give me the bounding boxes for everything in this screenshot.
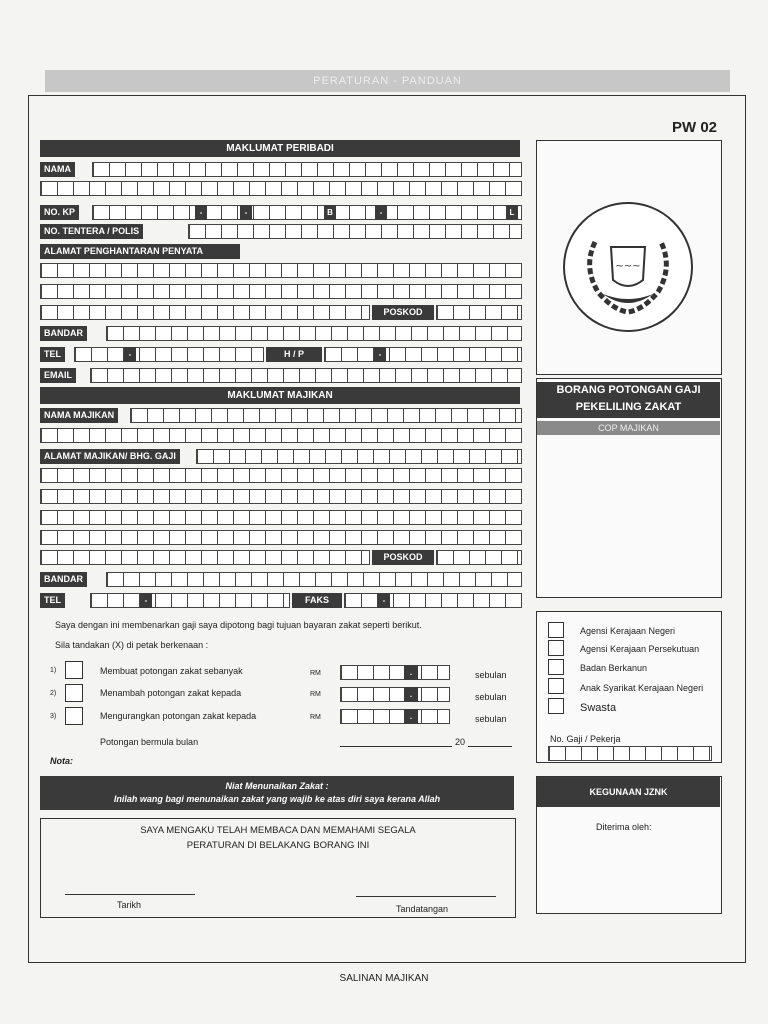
- input-alamat-majikan-5[interactable]: [40, 530, 522, 545]
- niat-text: Inilah wang bagi menunaikan zakat yang wajib ke atas diri saya kerana Allah: [113, 794, 441, 804]
- checkbox-agency-1[interactable]: [548, 622, 564, 638]
- input-hp[interactable]: [324, 347, 522, 362]
- checkbox-agency-5[interactable]: [548, 698, 564, 714]
- label-poskod: POSKOD: [372, 305, 434, 320]
- checkbox-item-1[interactable]: [65, 661, 83, 679]
- tel-majikan-separator: -: [140, 593, 152, 608]
- input-tentera[interactable]: [188, 224, 522, 239]
- checkbox-agency-3[interactable]: [548, 659, 564, 675]
- input-bandar[interactable]: [106, 326, 522, 341]
- tel-separator: -: [124, 347, 136, 362]
- decimal-point: .: [404, 687, 418, 702]
- item-1-unit: sebulan: [475, 670, 507, 680]
- tandatangan-label: Tandatangan: [396, 904, 449, 914]
- item-2-text: Menambah potongan zakat kepada: [100, 688, 242, 698]
- kp-separator: -: [375, 205, 387, 220]
- label-tel: TEL: [40, 347, 65, 362]
- declaration-line2: PERATURAN DI BELAKANG BORANG INI: [186, 840, 370, 851]
- tandatangan-field[interactable]: [356, 896, 496, 897]
- label-bandar-majikan: BANDAR: [40, 572, 87, 587]
- label-bandar: BANDAR: [40, 326, 87, 341]
- item-1-num: 1): [50, 667, 57, 674]
- input-faks[interactable]: [344, 593, 522, 608]
- label-nama: NAMA: [40, 162, 75, 177]
- label-tel-majikan: TEL: [40, 593, 65, 608]
- kp-b-marker: B: [324, 205, 336, 220]
- input-tel[interactable]: [74, 347, 264, 362]
- crest-icon: [573, 212, 683, 322]
- start-year-prefix: 20: [455, 737, 466, 747]
- agency-option-4: Anak Syarikat Kerajaan Negeri: [580, 683, 704, 693]
- borang-title-line1: BORANG POTONGAN GAJI: [556, 384, 701, 396]
- item-3-unit: sebulan: [475, 714, 507, 724]
- diterima-label: Diterima oleh:: [596, 822, 652, 832]
- section-majikan-title: MAKLUMAT MAJIKAN: [40, 387, 520, 404]
- start-month-field[interactable]: [340, 746, 452, 747]
- agency-option-1: Agensi Kerajaan Negeri: [580, 626, 676, 636]
- input-poskod-majikan[interactable]: [436, 550, 522, 565]
- no-gaji-label: No. Gaji / Pekerja: [550, 734, 621, 744]
- input-alamat-majikan-3[interactable]: [40, 489, 522, 504]
- label-nama-majikan: NAMA MAJIKAN: [40, 408, 118, 423]
- input-nama-majikan-2[interactable]: [40, 428, 522, 443]
- top-banner: PERATURAN - PANDUAN: [45, 70, 730, 92]
- kp-separator: -: [195, 205, 207, 220]
- input-alamat-majikan-2[interactable]: [40, 468, 522, 483]
- input-alamat-majikan-6[interactable]: [40, 550, 370, 565]
- label-alamat-majikan: ALAMAT MAJIKAN/ BHG. GAJI: [40, 449, 180, 464]
- item-1-text: Membuat potongan zakat sebanyak: [100, 666, 243, 676]
- input-no-gaji[interactable]: [548, 746, 712, 761]
- item-3-rm: RM: [310, 714, 321, 721]
- borang-title-line2: PEKELILING ZAKAT: [575, 401, 682, 413]
- item-2-rm: RM: [310, 691, 321, 698]
- input-alamat-2[interactable]: [40, 284, 522, 299]
- label-hp: H / P: [266, 347, 322, 362]
- input-nama-row2[interactable]: [40, 181, 522, 196]
- hp-separator: -: [374, 347, 386, 362]
- agency-option-5: Swasta: [580, 702, 617, 714]
- checkbox-item-3[interactable]: [65, 707, 83, 725]
- label-email: EMAIL: [40, 368, 76, 383]
- item-3-text: Mengurangkan potongan zakat kepada: [100, 711, 257, 721]
- input-alamat-majikan-4[interactable]: [40, 510, 522, 525]
- label-tentera: NO. TENTERA / POLIS: [40, 224, 143, 239]
- kp-separator: -: [240, 205, 252, 220]
- start-year-field[interactable]: [468, 746, 512, 747]
- agency-option-2: Agensi Kerajaan Persekutuan: [580, 644, 700, 654]
- consent-statement: Saya dengan ini membenarkan gaji saya dipotong bagi tujuan bayaran zakat seperti berikut.: [55, 620, 422, 630]
- tarikh-label: Tarikh: [117, 900, 142, 910]
- item-3-num: 3): [50, 713, 57, 720]
- declaration-line1: SAYA MENGAKU TELAH MEMBACA DAN MEMAHAMI SEGALA: [140, 825, 416, 836]
- input-bandar-majikan[interactable]: [106, 572, 522, 587]
- decimal-point: .: [404, 709, 418, 724]
- niat-title: Niat Menunaikan Zakat :: [225, 781, 329, 791]
- cop-majikan-label: COP MAJIKAN: [537, 421, 720, 435]
- nota-label: Nota:: [50, 756, 73, 766]
- item-2-unit: sebulan: [475, 692, 507, 702]
- label-alamat: ALAMAT PENGHANTARAN PENYATA: [40, 244, 240, 259]
- input-nama-majikan-1[interactable]: [130, 408, 522, 423]
- agency-option-3: Badan Berkanun: [580, 663, 648, 673]
- input-no-kp[interactable]: [92, 205, 522, 220]
- kp-l-marker: L: [506, 205, 518, 220]
- faks-separator: -: [378, 593, 390, 608]
- input-nama-row1[interactable]: [92, 162, 522, 177]
- label-no-kp: NO. KP: [40, 205, 79, 220]
- checkbox-item-2[interactable]: [65, 684, 83, 702]
- label-poskod-majikan: POSKOD: [372, 550, 434, 565]
- form-code: PW 02: [672, 119, 718, 136]
- input-poskod[interactable]: [436, 305, 522, 320]
- kegunaan-title: KEGUNAAN JZNK: [537, 777, 720, 807]
- item-2-num: 2): [50, 690, 57, 697]
- footer-copy-label: SALINAN MAJIKAN: [339, 973, 429, 984]
- section-peribadi-title: MAKLUMAT PERIBADI: [40, 140, 520, 157]
- input-amount-3[interactable]: [340, 709, 450, 724]
- label-faks: FAKS: [292, 593, 342, 608]
- input-amount-2[interactable]: [340, 687, 450, 702]
- input-alamat-3[interactable]: [40, 305, 370, 320]
- checkbox-agency-2[interactable]: [548, 640, 564, 656]
- svg-text:~~~: ~~~: [615, 261, 641, 272]
- tarikh-field[interactable]: [65, 894, 195, 895]
- input-tel-majikan[interactable]: [90, 593, 290, 608]
- niat-box: [40, 776, 514, 810]
- input-email[interactable]: [90, 368, 522, 383]
- state-seal: [563, 202, 693, 332]
- borang-title: [537, 382, 720, 418]
- item-1-rm: RM: [310, 670, 321, 677]
- consent-instruction: Sila tandakan (X) di petak berkenaan :: [55, 640, 209, 650]
- checkbox-agency-4[interactable]: [548, 678, 564, 694]
- input-alamat-1[interactable]: [40, 263, 522, 278]
- input-alamat-majikan-1[interactable]: [196, 449, 522, 464]
- input-amount-1[interactable]: [340, 665, 450, 680]
- start-month-label: Potongan bermula bulan: [100, 737, 199, 747]
- decimal-point: .: [404, 665, 418, 680]
